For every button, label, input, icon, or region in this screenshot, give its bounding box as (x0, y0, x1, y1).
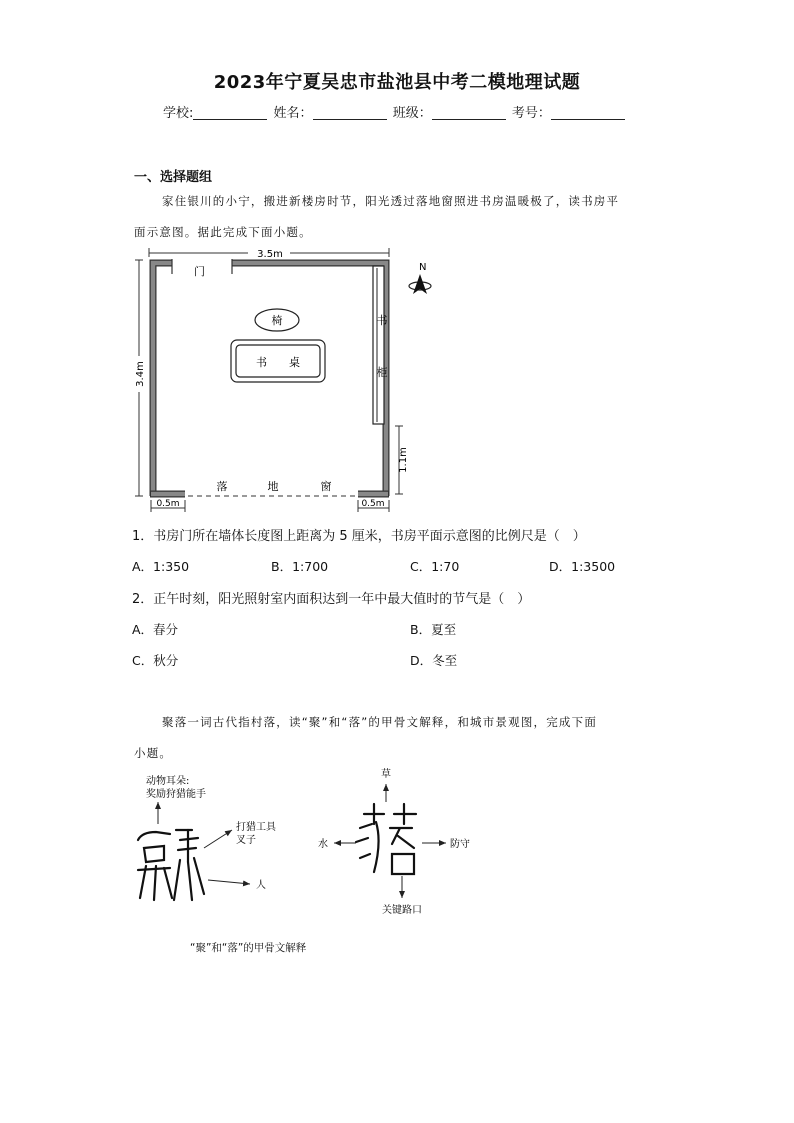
study-room-floorplan (130, 244, 450, 520)
ju-top-label-1: 动物耳朵: (146, 776, 190, 787)
ju-oracle-glyph (138, 830, 204, 900)
passage2-line2: 小题。 (134, 746, 173, 760)
name-blank (313, 105, 387, 120)
door-label: 门 (194, 265, 205, 278)
bookcase-label-2: 柜 (376, 366, 388, 379)
north-label: N (419, 262, 427, 273)
section-heading: 一、选择题组 (134, 170, 213, 185)
bottom-corner-dimensions (151, 499, 389, 512)
class-label: 班级： (392, 106, 432, 121)
chair-label: 椅 (271, 314, 283, 327)
ju-top-label-2: 奖励狩猎能手 (146, 789, 206, 800)
height-dimension (135, 260, 146, 496)
passage1-line2: 面示意图。据此完成下面小题。 (134, 225, 312, 239)
luo-oracle-glyph (356, 804, 416, 874)
name-label: 姓名： (273, 106, 313, 121)
q1-option-b: B．1:700 (271, 559, 329, 574)
student-info-line (163, 102, 627, 121)
desk-label: 书 桌 (256, 356, 300, 369)
class-blank (432, 105, 506, 120)
oracle-diagram-caption: “聚”和“落”的甲骨文解释 (190, 942, 307, 954)
school-blank (193, 105, 267, 120)
q2-option-c: C．秋分 (132, 653, 179, 668)
ju-right-label-1: 打猎工具 (236, 822, 276, 833)
north-arrow-icon (409, 262, 431, 294)
luo-left-label: 水 (318, 839, 328, 850)
corner-left-label: 0.5m (156, 499, 180, 509)
ju-bottom-label: 人 (256, 880, 266, 891)
q1-option-c: C．1:70 (410, 559, 460, 574)
chair (255, 309, 299, 331)
q2-option-d: D．冬至 (410, 653, 458, 668)
window-label-3: 窗 (320, 480, 332, 493)
passage2-line1: 聚落一词古代指村落，读“聚”和“落”的甲骨文解释，和城市景观图，完成下面 (162, 715, 598, 729)
page-title: 2023年宁夏吴忠市盐池县中考二模地理试题 (213, 72, 581, 93)
luo-bottom-label: 关键路口 (382, 905, 422, 916)
luo-right-label: 防守 (450, 839, 470, 850)
corner-right-label: 0.5m (361, 499, 385, 509)
school-label: 学校: (163, 106, 194, 121)
passage1-line1: 家住银川的小宁，搬进新楼房时节，阳光透过落地窗照进书房温暖极了，读书房平 (162, 194, 620, 208)
window-label-1: 落 (216, 480, 228, 493)
desk (231, 340, 325, 382)
exam-no-blank (551, 105, 625, 120)
q2-option-a: A．春分 (132, 622, 179, 637)
q1-stem: 1．书房门所在墙体长度图上距离为 5 厘米，书房平面示意图的比例尺是（ ） (132, 529, 586, 544)
bookcase-label-1: 书 (376, 314, 388, 327)
q1-option-d: D．1:3500 (549, 559, 616, 574)
q2-stem: 2．正午时刻，阳光照射室内面积达到一年中最大值时的节气是（ ） (132, 592, 531, 607)
exam-no-label: 考号： (511, 106, 551, 121)
window-label-2: 地 (267, 480, 279, 493)
width-label: 3.5m (257, 249, 283, 260)
ju-right-label-2: 叉子 (236, 835, 256, 846)
oracle-bone-diagram (128, 762, 488, 922)
q2-option-b: B．夏至 (410, 622, 457, 637)
floor-window (188, 479, 356, 496)
luo-top-label: 草 (381, 769, 391, 780)
height-label: 3.4m (135, 361, 146, 387)
q1-option-a: A．1:350 (132, 559, 190, 574)
window-height-dimension (395, 426, 409, 494)
window-height-label: 1.1m (398, 447, 409, 473)
